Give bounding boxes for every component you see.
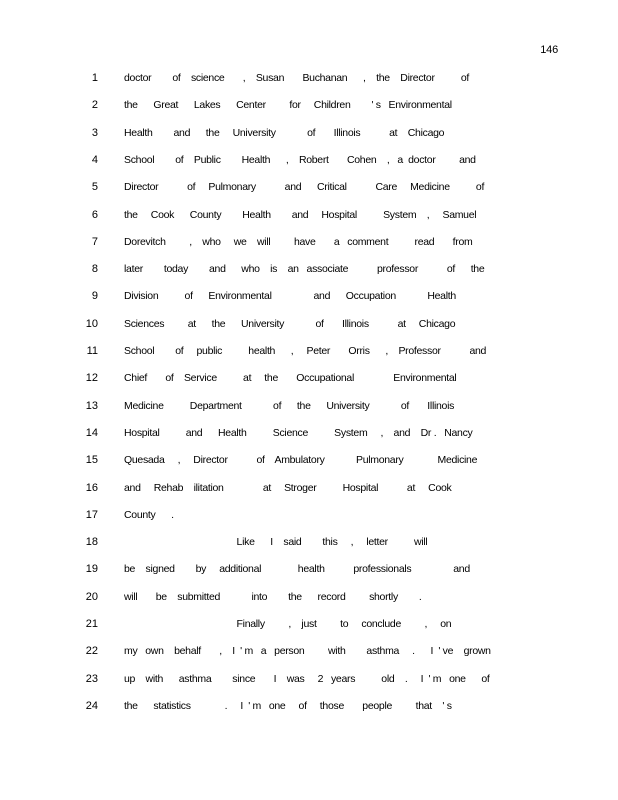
line-text: the statistics . I ' m one of those people that ' s	[124, 699, 452, 712]
transcript-line	[0, 318, 618, 334]
transcript-line	[0, 127, 618, 143]
transcript-line	[0, 181, 618, 197]
line-number: 16	[85, 481, 98, 494]
line-number: 9	[91, 290, 98, 303]
line-text: Like I said this , letter will	[124, 536, 428, 549]
line-number: 10	[85, 317, 98, 330]
transcript-line	[0, 482, 618, 498]
line-number: 20	[85, 590, 98, 603]
line-number: 19	[85, 563, 98, 576]
line-text: Medicine Department of the University of Illinois	[124, 399, 455, 412]
line-text: my own behalf , I ' m a person with asthma . I ' ve grown	[124, 645, 491, 658]
line-text: Hospital and Health Science System , and Dr . Nancy	[124, 426, 473, 439]
line-text: and Rehab ilitation at Stroger Hospital at Cook	[124, 481, 452, 494]
line-text: will be submitted into the record shortly .	[124, 590, 422, 603]
line-text: the Cook County Health and Hospital System , Samuel	[124, 208, 477, 221]
line-number: 8	[91, 263, 98, 276]
line-text: School of public health , Peter Orris , Professor and	[124, 345, 487, 357]
transcript-line	[0, 290, 618, 306]
transcript-line	[0, 591, 618, 607]
line-number: 15	[85, 454, 98, 467]
line-number: 17	[85, 508, 98, 521]
line-text: Director of Pulmonary and Critical Care Medicine of	[124, 181, 485, 194]
line-text: Health and the University of Illinois at Chicago	[124, 126, 445, 139]
line-text: up with asthma since I was 2 years old . I ' m one of	[124, 672, 490, 685]
line-number: 22	[85, 645, 98, 658]
line-number: 4	[91, 153, 98, 166]
line-text: School of Public Health , Robert Cohen , a doctor and	[124, 153, 476, 166]
line-text: Finally , just to conclude , on	[124, 618, 452, 630]
line-text: later today and who is an associate professor of the	[124, 263, 485, 276]
line-number: 14	[85, 426, 98, 439]
line-text: Division of Environmental and Occupation Health	[124, 290, 456, 303]
line-number: 21	[85, 618, 98, 630]
transcript-line	[0, 673, 618, 689]
transcript-line	[0, 72, 618, 88]
line-text: Dorevitch , who we will have a comment read from	[124, 235, 473, 248]
transcript-line	[0, 209, 618, 225]
line-text: the Great Lakes Center for Children ' s Environmental	[124, 99, 452, 112]
transcript-line	[0, 454, 618, 470]
line-number: 12	[85, 372, 98, 385]
line-text: County .	[124, 508, 174, 521]
transcript-line	[0, 99, 618, 115]
line-text: doctor of science , Susan Buchanan , the Director of	[124, 72, 469, 84]
line-number: 5	[91, 181, 98, 194]
transcript-line	[0, 509, 618, 525]
transcript-line	[0, 645, 618, 661]
transcript-line	[0, 372, 618, 388]
line-text: Quesada , Director of Ambulatory Pulmonary Medicine	[124, 454, 478, 467]
transcript-line	[0, 427, 618, 443]
transcript-line	[0, 345, 618, 361]
transcript-line	[0, 236, 618, 252]
line-number: 7	[91, 235, 98, 248]
line-number: 18	[85, 536, 98, 549]
line-number: 1	[91, 72, 98, 84]
line-number: 2	[91, 99, 98, 112]
line-text: Sciences at the University of Illinois at Chicago	[124, 317, 456, 330]
line-number: 11	[86, 345, 98, 357]
transcript-line	[0, 536, 618, 552]
transcript-line	[0, 263, 618, 279]
line-text: be signed by additional health professionals and	[124, 563, 470, 576]
line-number: 24	[85, 699, 98, 712]
transcript-line	[0, 154, 618, 170]
transcript-line	[0, 700, 618, 716]
transcript-line	[0, 400, 618, 416]
line-number: 13	[85, 399, 98, 412]
line-number: 6	[91, 208, 98, 221]
line-text: Chief of Service at the Occupational Environmental	[124, 372, 457, 385]
transcript-line	[0, 563, 618, 579]
line-number: 23	[85, 672, 98, 685]
transcript-line	[0, 618, 618, 634]
page-number: 146	[540, 44, 558, 56]
line-number: 3	[91, 126, 98, 139]
